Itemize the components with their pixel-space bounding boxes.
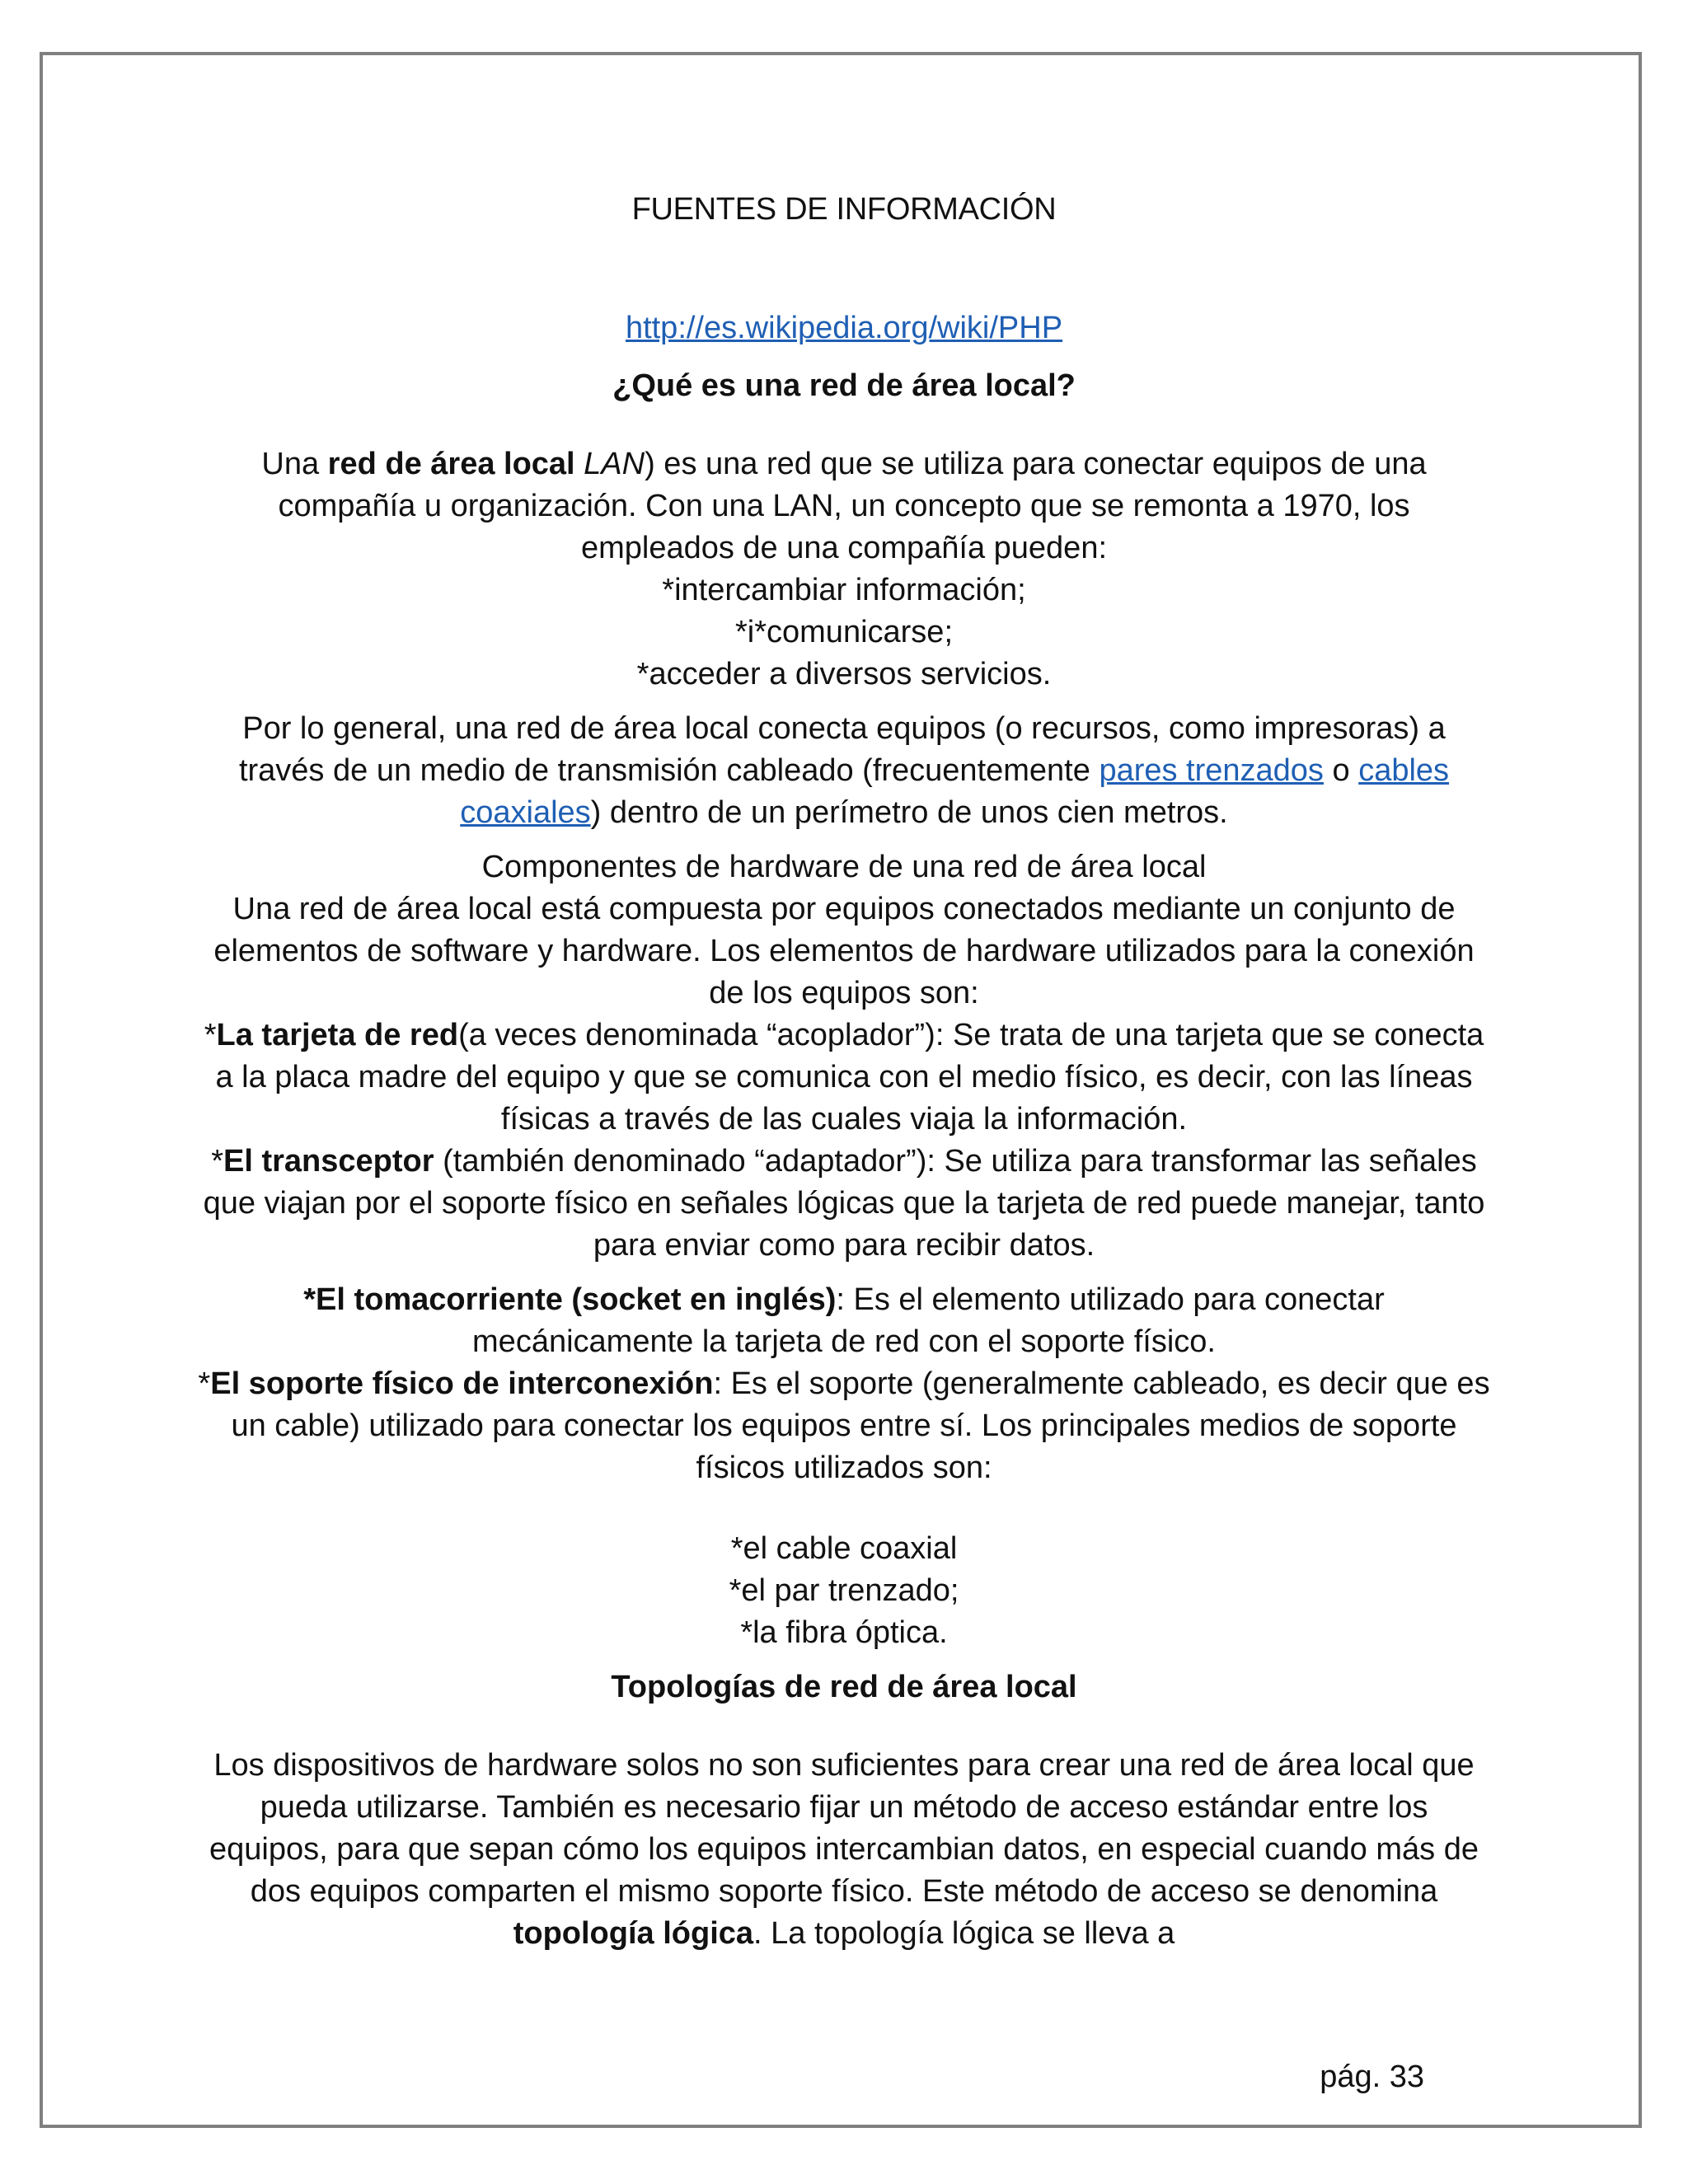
card-term-bold: La tarjeta de red <box>216 1018 459 1052</box>
topologies-text-1: Los dispositivos de hardware solos no son suficientes para crear una red de área local que pueda utilizarse. También es necesario fijar un método de acceso estándar entre los equipos, para que sepan cómo los equipos intercambian datos, en especial cuando más de dos equipos comparten el mismo soporte físico. Este método de acceso se denomina <box>209 1748 1479 1909</box>
intro-text-1: Una <box>261 447 328 481</box>
page-content <box>198 165 1490 1955</box>
list-item: *el cable coaxial <box>730 1531 958 1566</box>
general-paragraph <box>198 708 1490 834</box>
card-text: (a veces denominada “acoplador”): Se trata de una tarjeta que se conecta a la placa madre del equipo y que se comunica con el medio físico, es decir, con las líneas físicas a través de las cuales viaja la información. <box>215 1018 1484 1137</box>
card-prefix: * <box>204 1018 217 1052</box>
section-title: FUENTES DE INFORMACIÓN <box>631 192 1057 227</box>
topologies-term-bold: topología lógica <box>513 1916 754 1951</box>
list-item: *i*comunicarse; <box>735 615 953 649</box>
link-pares-trenzados[interactable]: pares trenzados <box>1099 753 1324 788</box>
support-term-bold: El soporte físico de interconexión <box>210 1366 714 1401</box>
intro-text-2 <box>575 447 584 481</box>
source-link-line <box>198 308 1490 348</box>
intro-list <box>198 569 1490 696</box>
hardware-title: Componentes de hardware de una red de área local <box>481 850 1207 884</box>
source-link[interactable]: http://es.wikipedia.org/wiki/PHP <box>625 311 1063 345</box>
list-item: *acceder a diversos servicios. <box>636 657 1052 691</box>
intro-term-bold: red de área local <box>327 447 575 481</box>
general-text-1: Por lo general, una red de área local conecta equipos (o recursos, como impresoras) a través de un medio de transmisión cableado (frecuentemente <box>238 711 1446 788</box>
media-list <box>198 1528 1490 1654</box>
transceiver-term-bold: El transceptor <box>223 1144 434 1179</box>
transceiver-prefix: * <box>211 1144 224 1179</box>
socket-paragraph <box>198 1279 1490 1363</box>
topologies-text-2: . La topología lógica se lleva a <box>753 1916 1175 1951</box>
network-card-paragraph <box>198 1015 1490 1141</box>
support-prefix: * <box>198 1366 211 1401</box>
support-paragraph <box>198 1363 1490 1489</box>
support-text: : Es el soporte (generalmente cableado, es decir que es un cable) utilizado para conectar los equipos entre sí. Los principales medios de soporte físicos utilizados son: <box>231 1366 1490 1485</box>
intro-term-italic: LAN <box>584 447 645 481</box>
question-heading: ¿Qué es una red de área local? <box>612 368 1076 403</box>
hardware-intro: Una red de área local está compuesta por equipos conectados mediante un conjunto de elementos de software y hardware. Los elementos de hardware utilizados para la conexión de los equipos son: <box>213 892 1475 1010</box>
list-item: *la fibra óptica. <box>740 1615 948 1650</box>
socket-term-bold: *El tomacorriente (socket en inglés) <box>303 1282 837 1317</box>
page-number: pág. 33 <box>1320 2060 1424 2094</box>
general-text-2: o <box>1323 753 1359 788</box>
transceiver-text: (también denominado “adaptador”): Se utiliza para transformar las señales que viajan por el soporte físico en señales lógicas que la tarjeta de red puede manejar, tanto para enviar como para recibir datos. <box>203 1144 1485 1263</box>
general-text-3: ) dentro de un perímetro de unos cien metros. <box>590 795 1228 830</box>
intro-paragraph <box>198 443 1490 569</box>
topologies-heading: Topologías de red de área local <box>611 1670 1077 1704</box>
topologies-paragraph <box>198 1745 1490 1955</box>
link-cables-coaxiales[interactable]: cables coaxiales <box>460 753 1450 830</box>
list-item: *intercambiar información; <box>662 573 1026 607</box>
socket-text: : Es el elemento utilizado para conectar mecánicamente la tarjeta de red con el soporte físico. <box>472 1282 1385 1359</box>
intro-text-3: ) es una red que se utiliza para conectar equipos de una compañía u organización. Con una LAN, un concepto que se remonta a 1970, los empleados de una compañía pueden: <box>278 447 1427 565</box>
list-item: *el par trenzado; <box>729 1573 959 1608</box>
transceiver-paragraph <box>198 1141 1490 1267</box>
